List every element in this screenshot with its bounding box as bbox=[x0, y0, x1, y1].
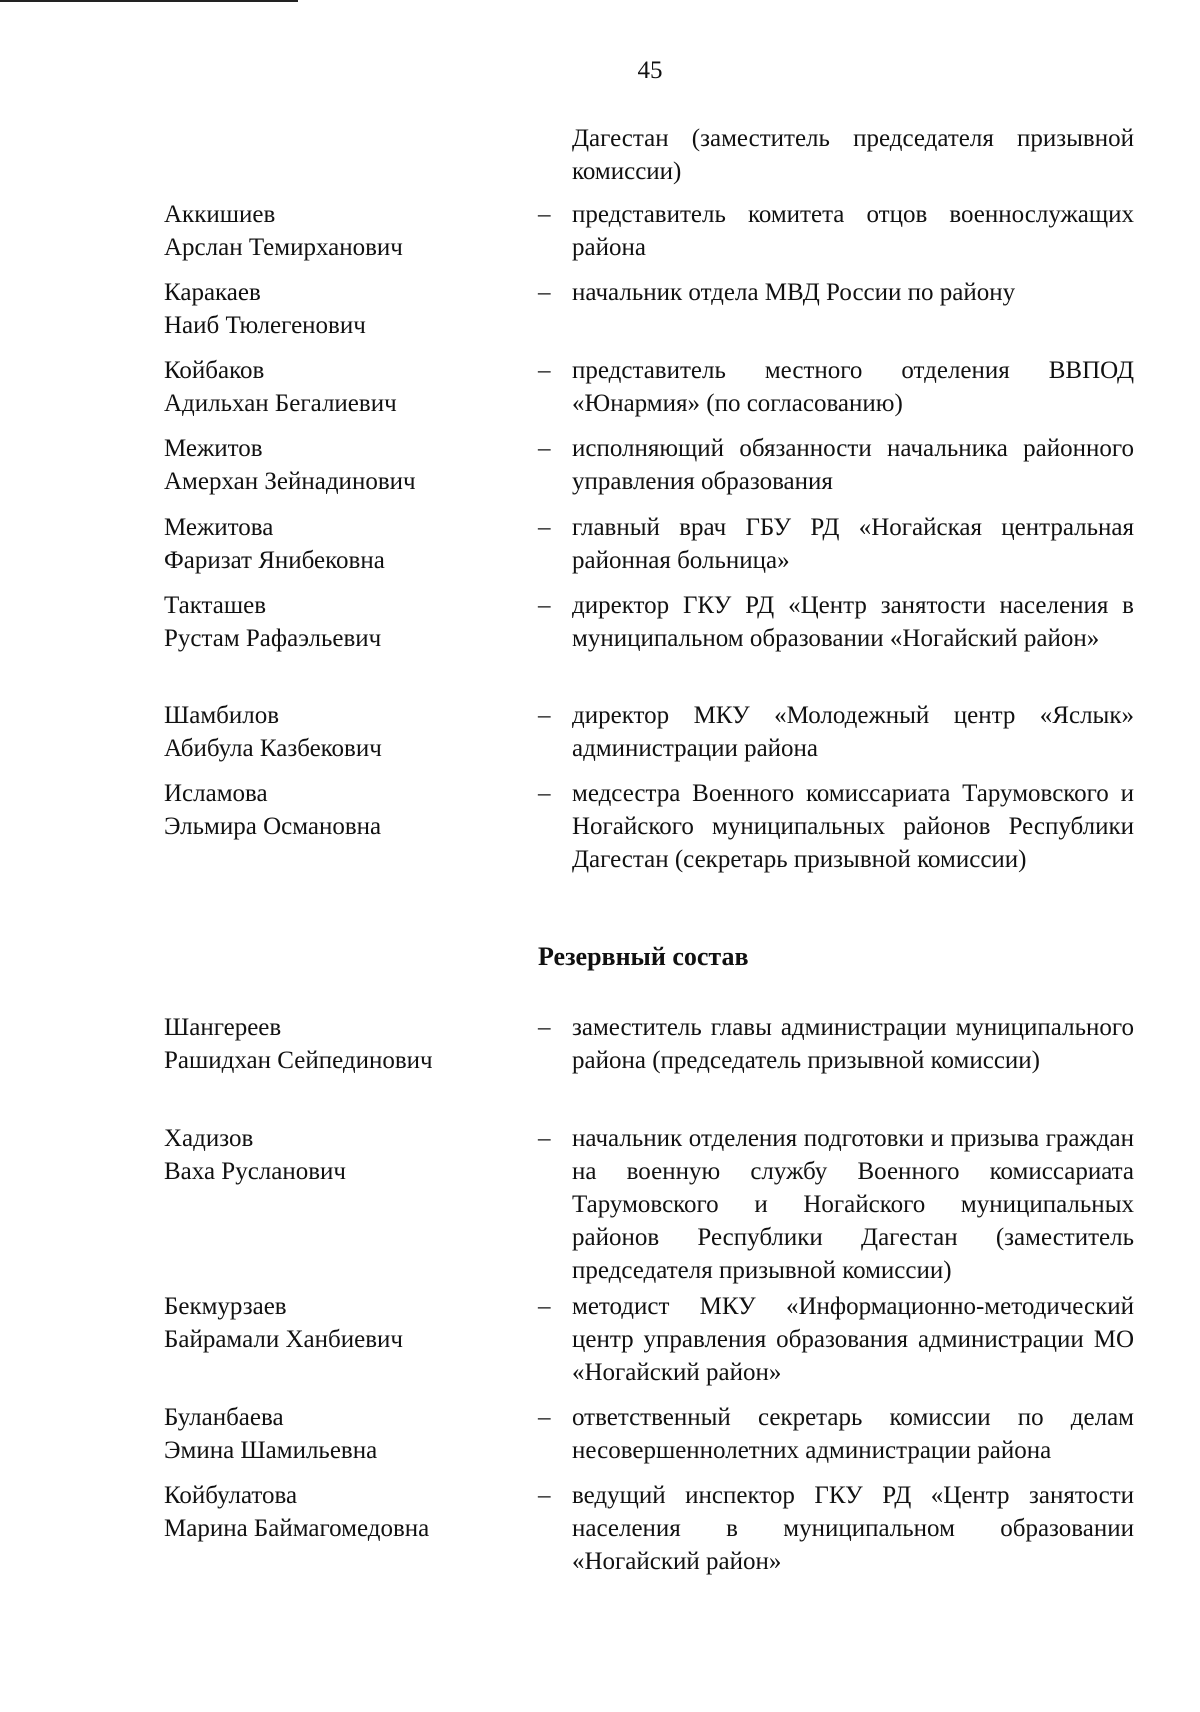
dash-separator: – bbox=[538, 1125, 551, 1152]
member-given-name: Амерхан Зейнадинович bbox=[164, 468, 416, 495]
dash-separator: – bbox=[538, 1014, 551, 1041]
reserve-heading: Резервный состав bbox=[538, 942, 749, 971]
member-role: директор ГКУ РД «Центр занятости населения в муниципальном образовании «Ногайский район» bbox=[572, 592, 1134, 652]
member-given-name: Адильхан Бегалиевич bbox=[164, 390, 397, 417]
member-given-name: Наиб Тюлегенович bbox=[164, 312, 366, 339]
member-surname: Такташев bbox=[164, 592, 267, 619]
member-given-name: Рашидхан Сейпединович bbox=[164, 1047, 433, 1074]
member-surname: Шамбилов bbox=[164, 702, 280, 729]
member-role: ответственный секретарь комиссии по делам несовершеннолетних администрации района bbox=[572, 1404, 1134, 1464]
dash-separator: – bbox=[538, 1404, 551, 1431]
member-surname: Исламова bbox=[164, 780, 268, 807]
dash-separator: – bbox=[538, 1482, 551, 1509]
member-name bbox=[164, 1290, 504, 1356]
dash-separator: – bbox=[538, 435, 551, 462]
member-name bbox=[164, 1122, 504, 1188]
dash-separator: – bbox=[538, 1293, 551, 1320]
dash-separator: – bbox=[538, 514, 551, 541]
member-surname: Каракаев bbox=[164, 279, 261, 306]
dash-separator: – bbox=[538, 780, 551, 807]
member-role: ведущий инспектор ГКУ РД «Центр занятости населения в муниципальном образовании «Ногайский район» bbox=[572, 1482, 1134, 1575]
member-name bbox=[164, 1401, 504, 1467]
member-role: директор МКУ «Молодежный центр «Яслык» администрации района bbox=[572, 702, 1134, 762]
member-name bbox=[164, 1011, 504, 1077]
dash-separator: – bbox=[538, 279, 551, 306]
member-given-name: Эмина Шамильевна bbox=[164, 1437, 378, 1464]
member-given-name: Рустам Рафаэльевич bbox=[164, 625, 382, 652]
member-name bbox=[164, 511, 504, 577]
member-role: представитель местного отделения ВВПОД «Юнармия» (по согласованию) bbox=[572, 357, 1134, 417]
member-role: главный врач ГБУ РД «Ногайская центральная районная больница» bbox=[572, 514, 1134, 574]
dash-separator: – bbox=[538, 592, 551, 619]
member-name bbox=[164, 276, 504, 342]
member-role: представитель комитета отцов военнослужащих района bbox=[572, 201, 1134, 261]
dash-separator: – bbox=[538, 702, 551, 729]
member-name bbox=[164, 432, 504, 498]
member-role: исполняющий обязанности начальника районного управления образования bbox=[572, 435, 1134, 495]
member-surname: Буланбаева bbox=[164, 1404, 284, 1431]
member-name bbox=[164, 777, 504, 843]
member-surname: Межитов bbox=[164, 435, 263, 462]
member-name bbox=[164, 699, 504, 765]
member-role: заместитель главы администрации муниципального района (председатель призывной комиссии) bbox=[572, 1014, 1134, 1074]
continuation-text: Дагестан (заместитель председателя призывной комиссии) bbox=[572, 125, 1134, 185]
member-role: начальник отделения подготовки и призыва граждан на военную службу Военного комиссариата Тарумовского и Ногайского муниципальных районов Республики Дагестан (заместитель председателя призывной комиссии) bbox=[572, 1125, 1134, 1284]
member-name bbox=[164, 354, 504, 420]
member-role: методист МКУ «Информационно-методический центр управления образования администрации МО «Ногайский район» bbox=[572, 1293, 1134, 1386]
page-number: 45 bbox=[637, 57, 663, 84]
member-given-name: Фаризат Янибековна bbox=[164, 547, 385, 574]
dash-separator: – bbox=[538, 201, 551, 228]
member-surname: Бекмурзаев bbox=[164, 1293, 287, 1320]
member-surname: Койбаков bbox=[164, 357, 265, 384]
member-role: начальник отдела МВД России по району bbox=[572, 279, 1016, 306]
member-role: медсестра Военного комиссариата Тарумовского и Ногайского муниципальных районов Республики Дагестан (секретарь призывной комиссии) bbox=[572, 780, 1134, 873]
member-name bbox=[164, 1479, 504, 1545]
member-name bbox=[164, 198, 504, 264]
member-given-name: Абибула Казбекович bbox=[164, 735, 382, 762]
member-surname: Койбулатова bbox=[164, 1482, 298, 1509]
member-surname: Шангереев bbox=[164, 1014, 282, 1041]
member-given-name: Эльмира Османовна bbox=[164, 813, 382, 840]
member-given-name: Марина Баймагомедовна bbox=[164, 1515, 430, 1542]
member-surname: Хадизов bbox=[164, 1125, 254, 1152]
member-surname: Аккишиев bbox=[164, 201, 276, 228]
member-given-name: Ваха Русланович bbox=[164, 1158, 346, 1185]
member-given-name: Байрамали Ханбиевич bbox=[164, 1326, 403, 1353]
member-surname: Межитова bbox=[164, 514, 274, 541]
member-given-name: Арслан Темирханович bbox=[164, 234, 403, 261]
dash-separator: – bbox=[538, 357, 551, 384]
member-name bbox=[164, 589, 504, 655]
